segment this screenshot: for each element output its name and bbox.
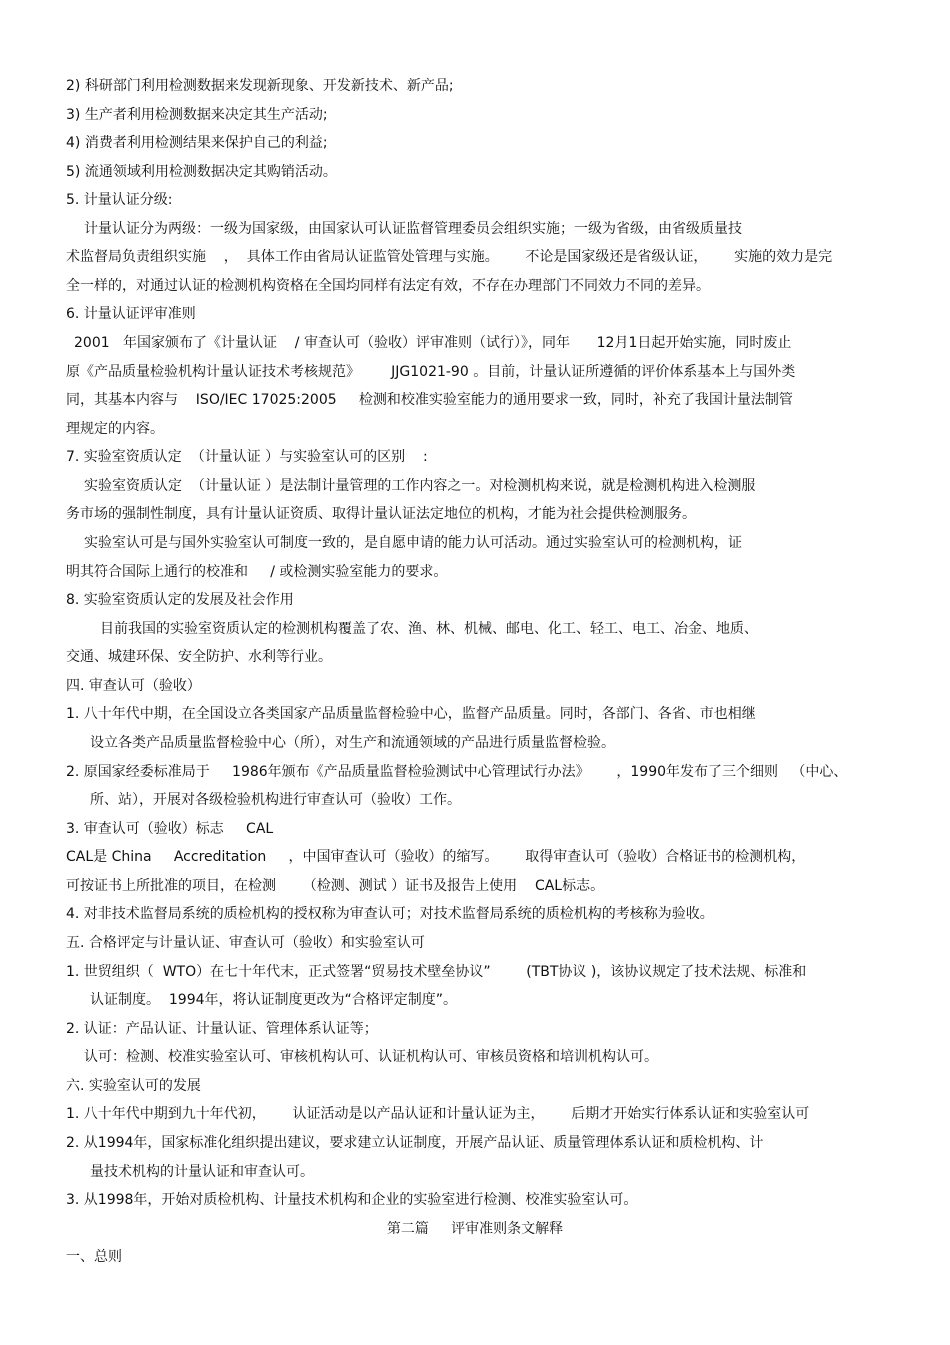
text-line: 4) 消费者利用检测结果来保护自己的利益;	[66, 135, 328, 151]
text-line: 5) 流通领域利用检测数据决定其购销活动。	[66, 164, 337, 180]
text-line: 同，其基本内容与 ISO/IEC 17025:2005 检测和校准实验室能力的通用要求一致，同时，补充了我国计量法制管	[66, 392, 793, 408]
section-heading: 5. 计量认证分级:	[66, 192, 173, 208]
section-heading: 一、总则	[66, 1249, 122, 1265]
section-heading: 六. 实验室认可的发展	[66, 1078, 201, 1094]
text-line: 明其符合国际上通行的校准和 / 或检测实验室能力的要求。	[66, 564, 448, 580]
text-line: 4. 对非技术监督局系统的质检机构的授权称为审查认可；对技术监督局系统的质检机构的考核称为验收。	[66, 906, 714, 922]
text-line: 交通、城建环保、安全防护、水利等行业。	[66, 649, 332, 665]
text-line: 2. 原国家经委标准局于 1986年颁布《产品质量监督检验测试中心管理试行办法》 ，1990年发布了三个细则 （中心、	[66, 764, 848, 780]
text-line: 1. 八十年代中期，在全国设立各类国家产品质量监督检验中心，监督产品质量。同时，各部门、各省、市也相继	[66, 706, 756, 722]
section-heading: 8. 实验室资质认定的发展及社会作用	[66, 592, 294, 608]
text-line: 1. 八十年代中期到九十年代初， 认证活动是以产品认证和计量认证为主， 后期才开始实行体系认证和实验室认可	[66, 1106, 810, 1122]
section-heading: 7. 实验室资质认定 （计量认证 ）与实验室认可的区别 :	[66, 449, 428, 465]
text-line: 计量认证分为两级：一级为国家级，由国家认可认证监督管理委员会组织实施；一级为省级，由省级质量技	[84, 221, 742, 237]
text-line: 实验室资质认定 （计量认证 ）是法制计量管理的工作内容之一。对检测机构来说，就是检测机构进入检测服	[84, 478, 756, 494]
text-line: CAL是 China Accreditation ，中国审查认可（验收）的缩写。 取得审查认可（验收）合格证书的检测机构，	[66, 849, 806, 865]
text-line: 实验室认可是与国外实验室认可制度一致的，是自愿申请的能力认可活动。通过实验室认可的检测机构，证	[84, 535, 742, 551]
text-line: 认可：检测、校准实验室认可、审核机构认可、认证机构认可、审核员资格和培训机构认可。	[84, 1049, 658, 1065]
text-line: 2. 认证：产品认证、计量认证、管理体系认证等；	[66, 1021, 378, 1037]
text-line: 理规定的内容。	[66, 421, 164, 437]
section-heading: 3. 审查认可（验收）标志 CAL	[66, 821, 274, 837]
chapter-title: 第二篇 评审准则条文解释	[386, 1221, 564, 1237]
text-line: 量技术机构的计量认证和审查认可。	[90, 1164, 314, 1180]
text-line: 可按证书上所批准的项目，在检测 （检测、测试 ）证书及报告上使用 CAL标志。	[66, 878, 605, 894]
text-line: 术监督局负责组织实施 ， 具体工作由省局认证监管处管理与实施。 不论是国家级还是省级认证， 实施的效力是完	[66, 249, 833, 265]
text-line: 3) 生产者利用检测数据来决定其生产活动;	[66, 107, 328, 123]
text-line: 目前我国的实验室资质认定的检测机构覆盖了农、渔、林、机械、邮电、化工、轻工、电工、冶金、地质、	[100, 621, 758, 637]
text-line: 3. 从1998年，开始对质检机构、计量技术机构和企业的实验室进行检测、校准实验室认可。	[66, 1192, 638, 1208]
text-line: 2. 从1994年，国家标准化组织提出建议，要求建立认证制度，开展产品认证、质量管理体系认证和质检机构、计	[66, 1135, 764, 1151]
text-line: 务市场的强制性制度，具有计量认证资质、取得计量认证法定地位的机构，才能为社会提供检测服务。	[66, 506, 696, 522]
text-line: 2001 年国家颁布了《计量认证 / 审查认可（验收）评审准则（试行）》，同年 12月1日起开始实施，同时废止	[74, 335, 792, 351]
section-heading: 五. 合格评定与计量认证、审查认可（验收）和实验室认可	[66, 935, 425, 951]
text-line: 1. 世贸组织（ WTO）在七十年代末，正式签署“贸易技术壁垒协议” (TBT协议 )，该协议规定了技术法规、标准和	[66, 964, 807, 980]
section-heading: 6. 计量认证评审准则	[66, 306, 196, 322]
text-line: 设立各类产品质量监督检验中心（所），对生产和流通领域的产品进行质量监督检验。	[90, 735, 615, 751]
text-line: 所、站），开展对各级检验机构进行审查认可（验收）工作。	[90, 792, 461, 808]
text-line: 2) 科研部门利用检测数据来发现新现象、开发新技术、新产品;	[66, 78, 454, 94]
section-heading: 四. 审查认可（验收）	[66, 678, 201, 694]
text-line: 认证制度。 1994年，将认证制度更改为“合格评定制度”。	[90, 992, 458, 1008]
text-line: 全一样的，对通过认证的检测机构资格在全国均同样有法定有效，不存在办理部门不同效力不同的差异。	[66, 278, 710, 294]
text-line: 原《产品质量检验机构计量认证技术考核规范》 JJG1021-90 。目前，计量认证所遵循的评价体系基本上与国外类	[66, 364, 796, 380]
